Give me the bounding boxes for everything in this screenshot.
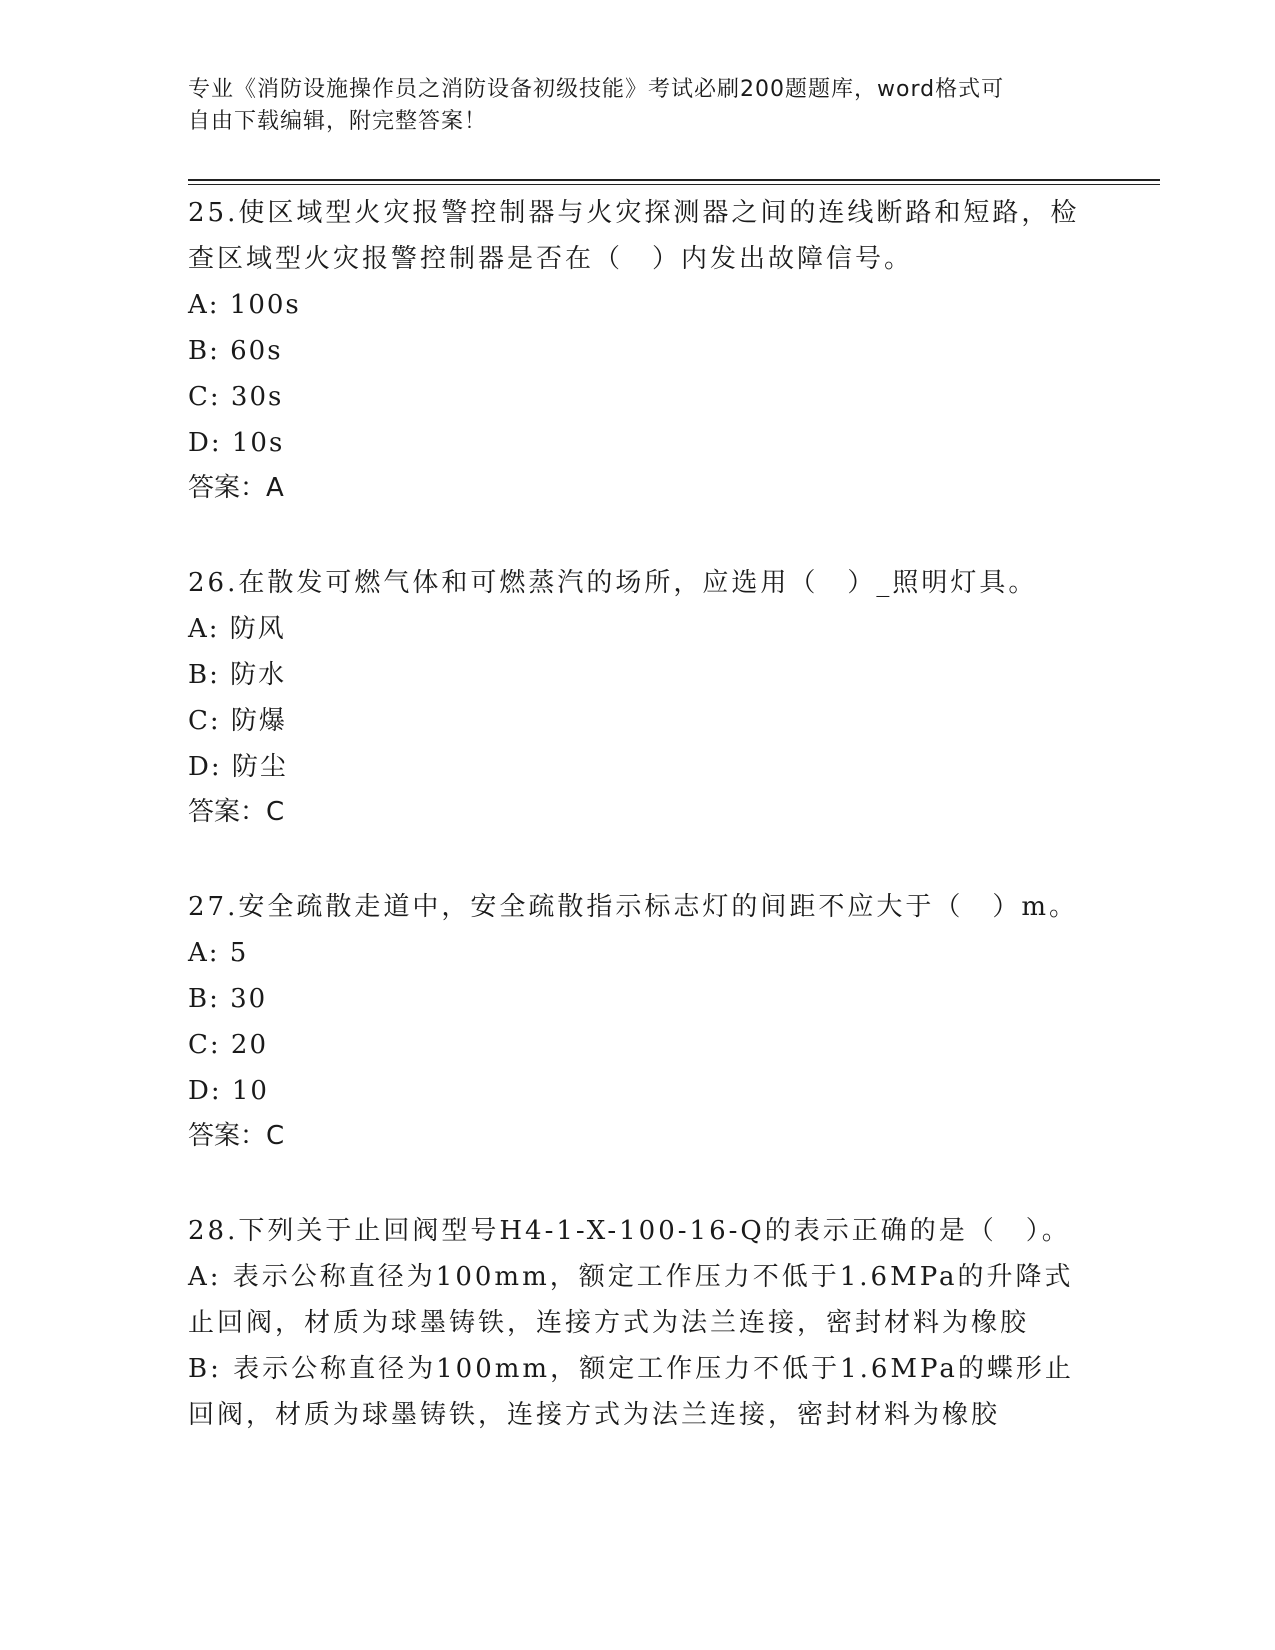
question-spacer <box>188 510 1088 560</box>
option-b: B: 30 <box>188 984 268 1014</box>
question-28 <box>188 1208 1088 1438</box>
header-divider-thin <box>188 184 1160 185</box>
option-c: C: 防爆 <box>188 706 287 736</box>
question-stem: 28.下列关于止回阀型号H4-1-X-100-16-Q的表示正确的是（ ）。 <box>188 1216 1071 1246</box>
option-b: B: 表示公称直径为100mm，额定工作压力不低于1.6MPa的蝶形止回阀，材质为球墨铸铁，连接方式为法兰连接，密封材料为橡胶 <box>188 1354 1074 1430</box>
question-25 <box>188 190 1088 510</box>
header-line-1: 专业《消防设施操作员之消防设备初级技能》考试必刷200题题库，word格式可 <box>188 77 1005 102</box>
option-a: A: 表示公称直径为100mm，额定工作压力不低于1.6MPa的升降式止回阀，材质为球墨铸铁，连接方式为法兰连接，密封材料为橡胶 <box>188 1262 1074 1338</box>
question-spacer <box>188 834 1088 884</box>
answer-line: 答案：C <box>188 797 285 827</box>
option-a: A: 100s <box>188 290 301 320</box>
question-stem: 27.安全疏散走道中，安全疏散指示标志灯的间距不应大于（ ）m。 <box>188 892 1079 922</box>
option-d: D: 10s <box>188 428 285 458</box>
question-spacer <box>188 1158 1088 1208</box>
option-a: A: 5 <box>188 938 249 968</box>
header-line-2: 自由下载编辑，附完整答案！ <box>188 109 488 134</box>
option-b: B: 60s <box>188 336 283 366</box>
option-c: C: 20 <box>188 1030 269 1060</box>
header-divider-thick <box>188 179 1160 181</box>
option-a: A: 防风 <box>188 614 286 644</box>
option-d: D: 10 <box>188 1076 269 1106</box>
question-27 <box>188 884 1088 1158</box>
option-b: B: 防水 <box>188 660 287 690</box>
answer-line: 答案：A <box>188 473 284 503</box>
option-c: C: 30s <box>188 382 284 412</box>
document-header <box>188 74 1088 138</box>
answer-line: 答案：C <box>188 1121 285 1151</box>
question-26 <box>188 560 1088 834</box>
option-d: D: 防尘 <box>188 752 288 782</box>
question-list <box>188 190 1088 1438</box>
question-stem: 25.使区域型火灾报警控制器与火灾探测器之间的连线断路和短路，检查区域型火灾报警控制器是否在（ ）内发出故障信号。 <box>188 198 1080 274</box>
question-stem: 26.在散发可燃气体和可燃蒸汽的场所，应选用（ ）_照明灯具。 <box>188 568 1038 598</box>
